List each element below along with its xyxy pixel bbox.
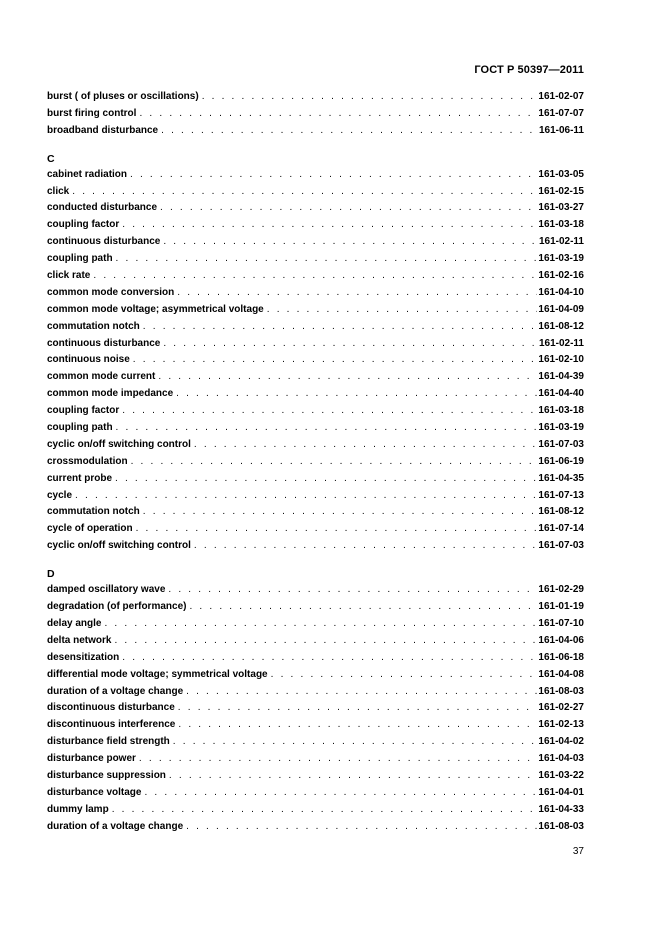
dot-leader bbox=[93, 270, 537, 281]
entry-term: continuous disturbance bbox=[47, 337, 161, 349]
index-entry bbox=[47, 753, 584, 770]
index-entry bbox=[47, 490, 584, 507]
entry-term: cabinet radiation bbox=[47, 168, 128, 180]
entry-term: discontinuous disturbance bbox=[47, 702, 175, 714]
dot-leader bbox=[271, 669, 538, 680]
dot-leader bbox=[122, 405, 537, 416]
entry-term: disturbance voltage bbox=[47, 786, 142, 798]
entry-term: disturbance suppression bbox=[47, 769, 166, 781]
term-index bbox=[47, 91, 584, 838]
entry-code: 161-07-13 bbox=[538, 489, 584, 501]
dot-leader bbox=[169, 770, 537, 781]
entry-code: 161-03-22 bbox=[538, 769, 584, 781]
dot-leader bbox=[158, 371, 537, 382]
entry-term: common mode voltage; asymmetrical voltage bbox=[47, 303, 264, 315]
dot-leader bbox=[133, 354, 538, 365]
entry-code: 161-08-03 bbox=[538, 685, 584, 697]
entry-code: 161-02-11 bbox=[538, 236, 584, 248]
dot-leader bbox=[112, 804, 538, 815]
index-entry bbox=[47, 787, 584, 804]
entry-code: 161-04-08 bbox=[538, 668, 584, 680]
index-entry bbox=[47, 635, 584, 652]
index-entry bbox=[47, 321, 584, 338]
entry-code: 161-06-11 bbox=[538, 124, 584, 136]
entry-code: 161-02-29 bbox=[538, 584, 584, 596]
index-entry bbox=[47, 473, 584, 490]
index-entry bbox=[47, 523, 584, 540]
entry-term: desensitization bbox=[47, 651, 120, 663]
index-entry bbox=[47, 338, 584, 355]
entry-code: 161-06-19 bbox=[538, 455, 584, 467]
entry-term: disturbance power bbox=[47, 753, 136, 765]
entry-code: 161-04-39 bbox=[538, 371, 584, 383]
dot-leader bbox=[161, 125, 538, 136]
entry-code: 161-02-15 bbox=[538, 185, 584, 197]
entry-term: differential mode voltage; symmetrical voltage bbox=[47, 668, 268, 680]
dot-leader bbox=[173, 736, 538, 747]
dot-leader bbox=[143, 506, 538, 517]
entry-code: 161-03-05 bbox=[538, 168, 584, 180]
dot-leader bbox=[202, 91, 538, 102]
entry-code: 161-08-12 bbox=[538, 506, 584, 518]
index-entry bbox=[47, 169, 584, 186]
entry-code: 161-02-07 bbox=[538, 91, 584, 102]
dot-leader bbox=[116, 253, 538, 264]
entry-code: 161-04-40 bbox=[538, 388, 584, 400]
dot-leader bbox=[139, 753, 538, 764]
index-entry bbox=[47, 540, 584, 557]
dot-leader bbox=[186, 821, 537, 832]
entry-term: duration of a voltage change bbox=[47, 685, 184, 697]
index-entry bbox=[47, 618, 584, 635]
index-entry bbox=[47, 108, 584, 125]
index-entry bbox=[47, 456, 584, 473]
dot-leader bbox=[122, 219, 537, 230]
entry-term: cycle of operation bbox=[47, 523, 133, 535]
entry-term: commutation notch bbox=[47, 320, 140, 332]
index-entry bbox=[47, 702, 584, 719]
entry-code: 161-04-02 bbox=[538, 736, 584, 748]
entry-term: current probe bbox=[47, 472, 113, 484]
dot-leader bbox=[177, 287, 537, 298]
entry-code: 161-03-18 bbox=[538, 219, 584, 231]
dot-leader bbox=[122, 652, 537, 663]
index-section bbox=[47, 565, 584, 837]
dot-leader bbox=[267, 304, 538, 315]
entry-term: cyclic on/off switching control bbox=[47, 438, 191, 450]
section-letter: C bbox=[47, 152, 55, 165]
index-entry bbox=[47, 652, 584, 669]
entry-code: 161-04-06 bbox=[538, 634, 584, 646]
entry-code: 161-07-14 bbox=[538, 523, 584, 535]
index-entry bbox=[47, 719, 584, 736]
dot-leader bbox=[72, 186, 537, 197]
index-entry bbox=[47, 287, 584, 304]
entry-code: 161-06-18 bbox=[538, 651, 584, 663]
dot-leader bbox=[163, 236, 538, 247]
entry-code: 161-04-03 bbox=[538, 753, 584, 765]
index-entry bbox=[47, 601, 584, 618]
entry-term: broadband disturbance bbox=[47, 124, 159, 136]
index-entry bbox=[47, 304, 584, 321]
entry-term: common mode conversion bbox=[47, 286, 175, 298]
index-entry bbox=[47, 388, 584, 405]
dot-leader bbox=[163, 338, 538, 349]
page-number: 37 bbox=[572, 846, 584, 857]
entry-term: cyclic on/off switching control bbox=[47, 540, 191, 552]
dot-leader bbox=[115, 473, 537, 484]
index-entry bbox=[47, 770, 584, 787]
index-entry bbox=[47, 371, 584, 388]
entry-code: 161-04-09 bbox=[538, 303, 584, 315]
entry-code: 161-04-10 bbox=[538, 286, 584, 298]
index-entry bbox=[47, 422, 584, 439]
dot-leader bbox=[136, 523, 538, 534]
entry-code: 161-03-18 bbox=[538, 405, 584, 417]
section-letter: D bbox=[47, 568, 55, 581]
dot-leader bbox=[131, 456, 538, 467]
index-entry bbox=[47, 506, 584, 523]
entry-term: cycle bbox=[47, 489, 73, 501]
index-entry bbox=[47, 405, 584, 422]
index-entry bbox=[47, 821, 584, 838]
entry-term: disturbance field strength bbox=[47, 736, 170, 748]
entry-code: 161-04-35 bbox=[538, 472, 584, 484]
index-entry bbox=[47, 236, 584, 253]
dot-leader bbox=[178, 719, 537, 730]
entry-term: delay angle bbox=[47, 617, 102, 629]
entry-term: burst firing control bbox=[47, 107, 137, 119]
entry-code: 161-03-19 bbox=[538, 253, 584, 265]
index-entry bbox=[47, 439, 584, 456]
dot-leader bbox=[189, 601, 537, 612]
entry-term: dummy lamp bbox=[47, 803, 109, 815]
entry-term: conducted disturbance bbox=[47, 202, 158, 214]
entry-term: commutation notch bbox=[47, 506, 140, 518]
dot-leader bbox=[104, 618, 537, 629]
index-entry bbox=[47, 91, 584, 108]
index-entry bbox=[47, 804, 584, 821]
entry-term: damped oscillatory wave bbox=[47, 584, 166, 596]
entry-term: click bbox=[47, 185, 70, 197]
dot-leader bbox=[160, 202, 537, 213]
entry-term: continuous noise bbox=[47, 354, 130, 366]
index-entry bbox=[47, 584, 584, 601]
entry-term: delta network bbox=[47, 634, 112, 646]
entry-code: 161-02-11 bbox=[538, 337, 584, 349]
document-header: ГОСТ Р 50397—2011 bbox=[474, 64, 584, 76]
entry-code: 161-08-12 bbox=[538, 320, 584, 332]
entry-code: 161-04-33 bbox=[538, 803, 584, 815]
dot-leader bbox=[116, 422, 538, 433]
entry-term: coupling factor bbox=[47, 405, 120, 417]
index-section bbox=[47, 150, 584, 557]
entry-code: 161-07-03 bbox=[538, 438, 584, 450]
entry-code: 161-04-01 bbox=[538, 786, 584, 798]
dot-leader bbox=[139, 108, 537, 119]
index-entry bbox=[47, 219, 584, 236]
entry-term: burst ( of pluses or oscillations) bbox=[47, 91, 199, 102]
entry-code: 161-02-10 bbox=[538, 354, 584, 366]
entry-code: 161-02-27 bbox=[538, 702, 584, 714]
dot-leader bbox=[194, 439, 538, 450]
index-entry bbox=[47, 186, 584, 203]
dot-leader bbox=[130, 169, 537, 180]
entry-term: crossmodulation bbox=[47, 455, 128, 467]
dot-leader bbox=[168, 584, 537, 595]
entry-code: 161-03-19 bbox=[538, 422, 584, 434]
dot-leader bbox=[178, 702, 538, 713]
dot-leader bbox=[144, 787, 537, 798]
index-entry bbox=[47, 354, 584, 371]
entry-term: coupling path bbox=[47, 253, 113, 265]
entry-term: discontinuous interference bbox=[47, 719, 176, 731]
entry-code: 161-07-03 bbox=[538, 540, 584, 552]
entry-term: common mode current bbox=[47, 371, 156, 383]
index-entry bbox=[47, 736, 584, 753]
index-entry bbox=[47, 253, 584, 270]
dot-leader bbox=[194, 540, 538, 551]
entry-code: 161-03-27 bbox=[538, 202, 584, 214]
dot-leader bbox=[114, 635, 537, 646]
entry-code: 161-07-07 bbox=[538, 107, 584, 119]
entry-term: common mode impedance bbox=[47, 388, 174, 400]
entry-code: 161-01-19 bbox=[538, 601, 584, 613]
dot-leader bbox=[176, 388, 537, 399]
index-entry bbox=[47, 270, 584, 287]
entry-term: coupling factor bbox=[47, 219, 120, 231]
entry-term: coupling path bbox=[47, 422, 113, 434]
entry-code: 161-08-03 bbox=[538, 820, 584, 832]
index-section bbox=[47, 91, 584, 142]
entry-term: click rate bbox=[47, 270, 91, 282]
entry-term: degradation (of performance) bbox=[47, 601, 187, 613]
entry-term: continuous disturbance bbox=[47, 236, 161, 248]
index-entry bbox=[47, 125, 584, 142]
index-entry bbox=[47, 686, 584, 703]
entry-code: 161-02-13 bbox=[538, 719, 584, 731]
index-entry bbox=[47, 202, 584, 219]
entry-code: 161-07-10 bbox=[538, 617, 584, 629]
entry-code: 161-02-16 bbox=[538, 270, 584, 282]
dot-leader bbox=[186, 686, 537, 697]
index-entry bbox=[47, 669, 584, 686]
dot-leader bbox=[75, 490, 537, 501]
dot-leader bbox=[143, 321, 538, 332]
entry-term: duration of a voltage change bbox=[47, 820, 184, 832]
